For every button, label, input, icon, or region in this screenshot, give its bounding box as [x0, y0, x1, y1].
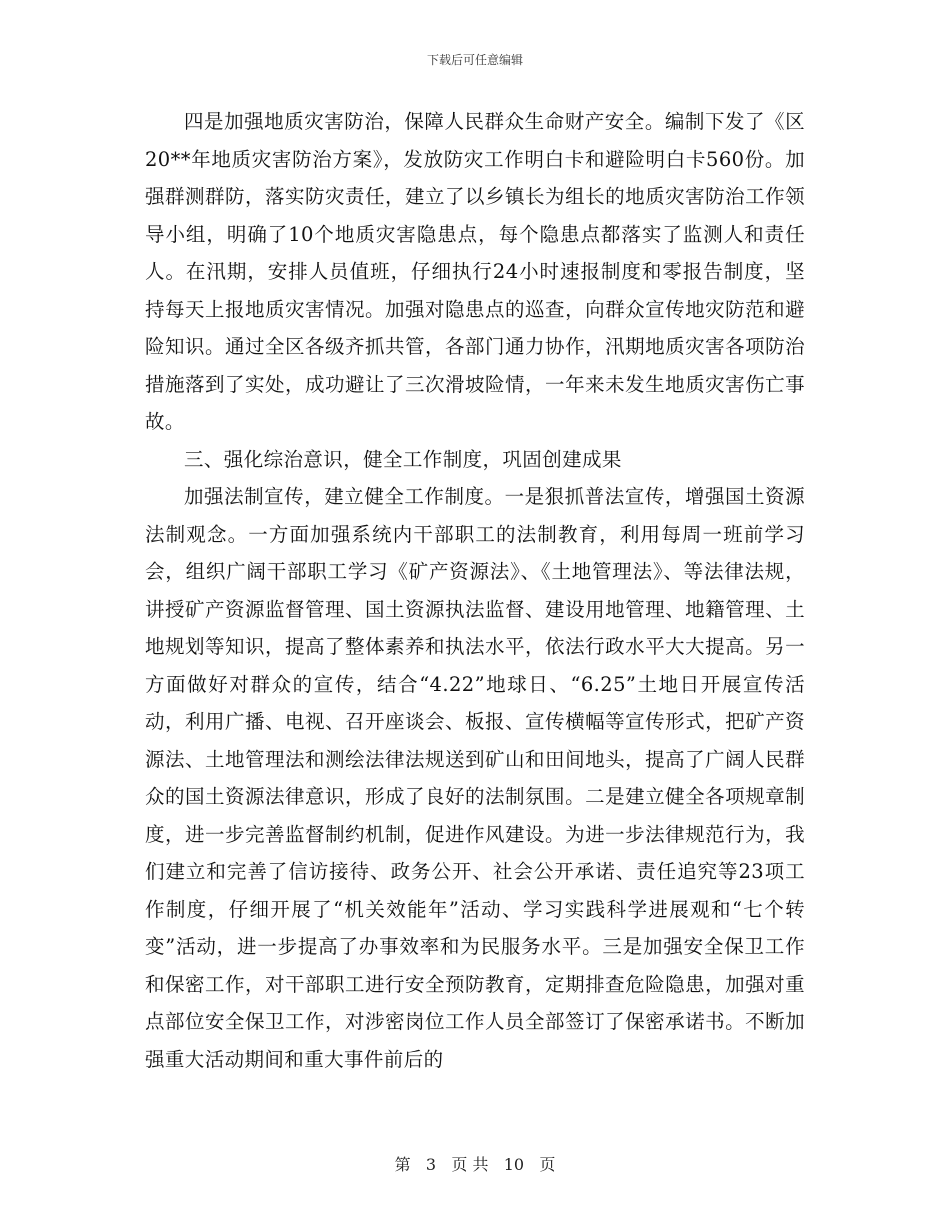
header-text: 下载后可任意编辑	[426, 53, 523, 67]
section-heading: 三、强化综治意识，健全工作制度，巩固创建成果	[184, 447, 622, 471]
footer-prefix: 第	[394, 1155, 411, 1174]
paragraph-legal-publicity: 加强法制宣传，建立健全工作制度。一是狠抓普法宣传，增强国土资源法制观念。一方面加强系统内干部职工的法制教育，利用每周一班前学习会，组织广阔干部职工学习《矿产资源法》、《土地管理法》、等法律法规，讲授矿产资源监督管理、国土资源执法监督、建设用地管理、地籍管理、土地规划等知识，提高了整体素养和执法水平，依法行政水平大大提高。另一方面做好对群众的宣传，结合“4.22”地球日、“6.25”土地日开展宣传活动，利用广播、电视、召开座谈会、板报、宣传横幅等宣传形式，把矿产资源法、土地管理法和测绘法律法规送到矿山和田间地头，提高了广阔人民群众的国土资源法律意识，形成了良好的法制氛围。二是建立健全各项规章制度，进一步完善监督制约机制，促进作风建设。为进一步法律规范行为，我们建立和完善了信访接待、政务公开、社会公开承诺、责任追究等23项工作制度，仔细开展了“机关效能年”活动、学习实践科学进展观和“七个转变”活动，进一步提高了办事效率和为民服务水平。三是加强安全保卫工作和保密工作，对干部职工进行安全预防教育，定期排查危险隐患，加强对重点部位安全保卫工作，对涉密岗位工作人员全部签订了保密承诺书。不断加强重大活动期间和重大事件前后的	[145, 485, 805, 1071]
page-footer	[0, 1155, 950, 1175]
footer-total-pages: 10	[503, 1155, 525, 1174]
page-header	[0, 52, 950, 68]
footer-suffix: 页	[539, 1155, 556, 1174]
document-body	[145, 103, 805, 1078]
footer-page-number: 3	[425, 1155, 437, 1174]
paragraph-geological-disaster: 四是加强地质灾害防治，保障人民群众生命财产安全。编制下发了《区20**年地质灾害防治方案》，发放防灾工作明白卡和避险明白卡560份。加强群测群防，落实防灾责任，建立了以乡镇长为组长的地质灾害防治工作领导小组，明确了10个地质灾害隐患点，每个隐患点都落实了监测人和责任人。在汛期，安排人员值班，仔细执行24小时速报制度和零报告制度，坚持每天上报地质灾害情况。加强对隐患点的巡查，向群众宣传地灾防范和避险知识。通过全区各级齐抓共管，各部门通力协作，汛期地质灾害各项防治措施落到了实处，成功避让了三次滑坡险情，一年来未发生地质灾害伤亡事故。	[145, 110, 805, 433]
footer-middle: 页 共	[451, 1155, 489, 1174]
